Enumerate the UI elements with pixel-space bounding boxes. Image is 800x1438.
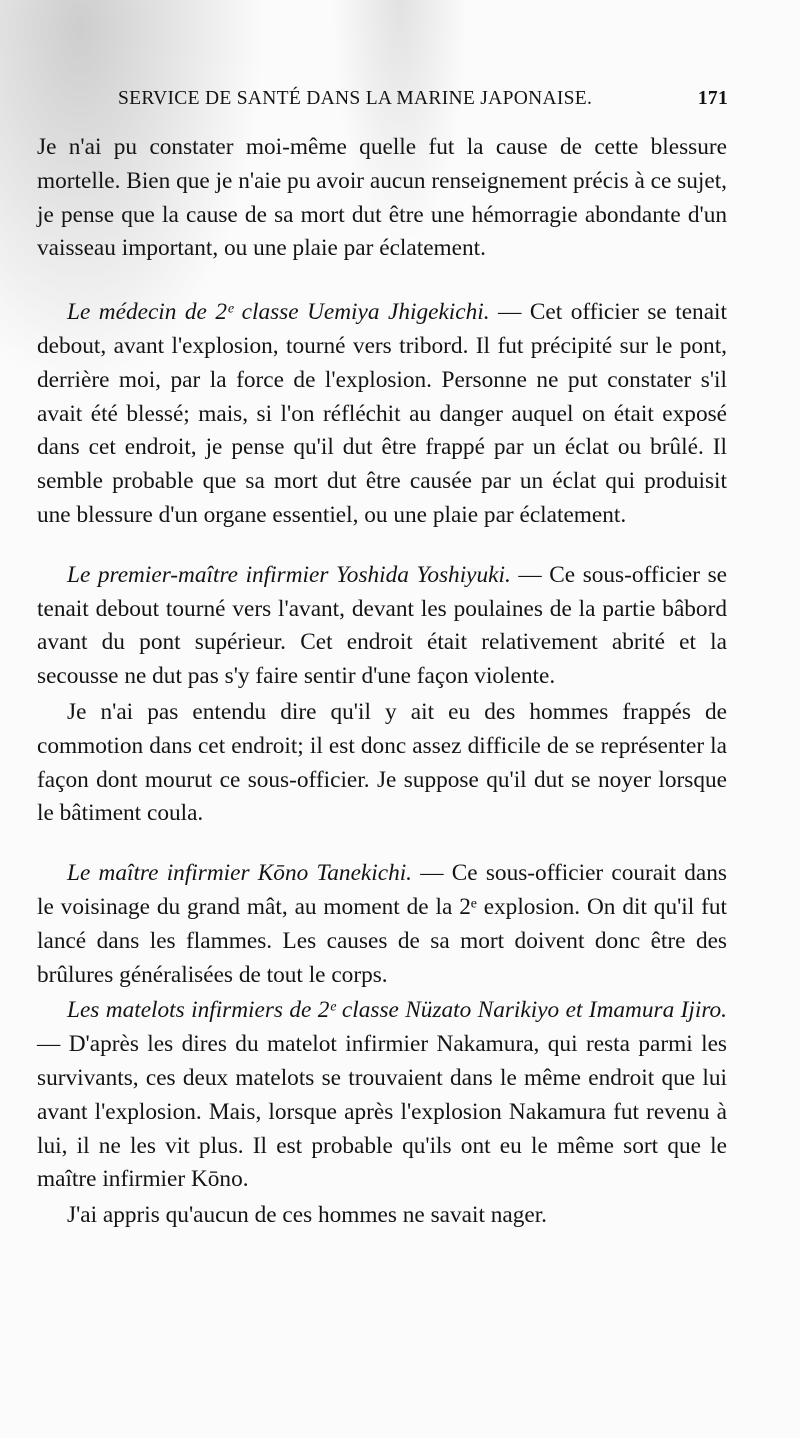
paragraph-matelots	[37, 994, 727, 1197]
paragraph-text: — D'après les dires du matelot infirmier Nakamura, qui resta parmi les survivants, ces deux matelots se trouvaient dans le même endroit que lui avant l'explosion. Mais, lorsque après l'explosion Nakamura fut revenu à lui, il ne les vit plus. Il est probable qu'ils ont eu le même sort que le maître infirmier Kōno.	[37, 1031, 727, 1193]
paragraph-text: — Cet officier se tenait debout, avant l'explosion, tourné vers tribord. Il fut précipité sur le pont, derrière moi, par la force de l'explosion. Personne ne put constater s'il avait été blessé; mais, si l'on réfléchit au danger auquel on était exposé dans cet endroit, je pense qu'il dut être frappé par un éclat ou brûlé. Il semble probable que sa mort dut être causée par un éclat qui produisit une blessure d'un organe essentiel, ou une plaie par éclatement.	[37, 299, 727, 528]
paragraph-lead: Le maître infirmier Kōno Tanekichi.	[67, 860, 413, 887]
page-body	[37, 131, 727, 1233]
paragraph-uemiya	[37, 296, 727, 533]
paragraph-lead: Le médecin de 2ᵉ classe Uemiya Jhigekichi.	[67, 299, 490, 326]
paragraph-swimming	[37, 1199, 727, 1233]
paragraph-lead: Le premier-maître infirmier Yoshida Yoshiyuki.	[67, 561, 511, 588]
paragraph-text: Je n'ai pu constater moi-même quelle fut la cause de cette blessure mortelle. Bien que je n'aie pu avoir aucun renseignement précis à ce sujet, je pense que la cause de sa mort dut être une hémorragie abondante d'un vaisseau important, ou une plaie par éclatement.	[37, 134, 727, 262]
running-title: SERVICE DE SANTÉ DANS LA MARINE JAPONAISE.	[118, 88, 593, 109]
paragraph-text: J'ai appris qu'aucun de ces hommes ne savait nager.	[67, 1202, 548, 1229]
paragraph-cause-of-wound	[37, 131, 727, 266]
paragraph-yoshida	[37, 559, 727, 694]
paragraph-kono	[37, 857, 727, 992]
paragraph-text: — Ce sous-officier courait dans le voisinage du grand mât, au moment de la 2ᵉ explosion. On dit qu'il fut lancé dans les flammes. Les causes de sa mort doivent donc être des brûlures généralisées de tout le corps.	[37, 860, 727, 988]
paragraph-lead: Les matelots infirmiers de 2ᵉ classe Nüzato Narikiyo et Imamura Ijiro.	[67, 997, 727, 1024]
paragraph-text: — Ce sous-officier se tenait debout tourné vers l'avant, devant les poulaines de la partie bâbord avant du pont supérieur. Cet endroit était relativement abrité et la secousse ne dut pas s'y faire sentir d'une façon violente.	[37, 561, 727, 690]
page-number: 171	[697, 88, 728, 109]
paragraph-text: Je n'ai pas entendu dire qu'il y ait eu des hommes frappés de commotion dans cet endroit; il est donc assez difficile de se représenter la façon dont mourut ce sous-officier. Je suppose qu'il dut se noyer lorsque le bâtiment coula.	[37, 698, 727, 827]
paragraph-commotion	[37, 696, 727, 831]
